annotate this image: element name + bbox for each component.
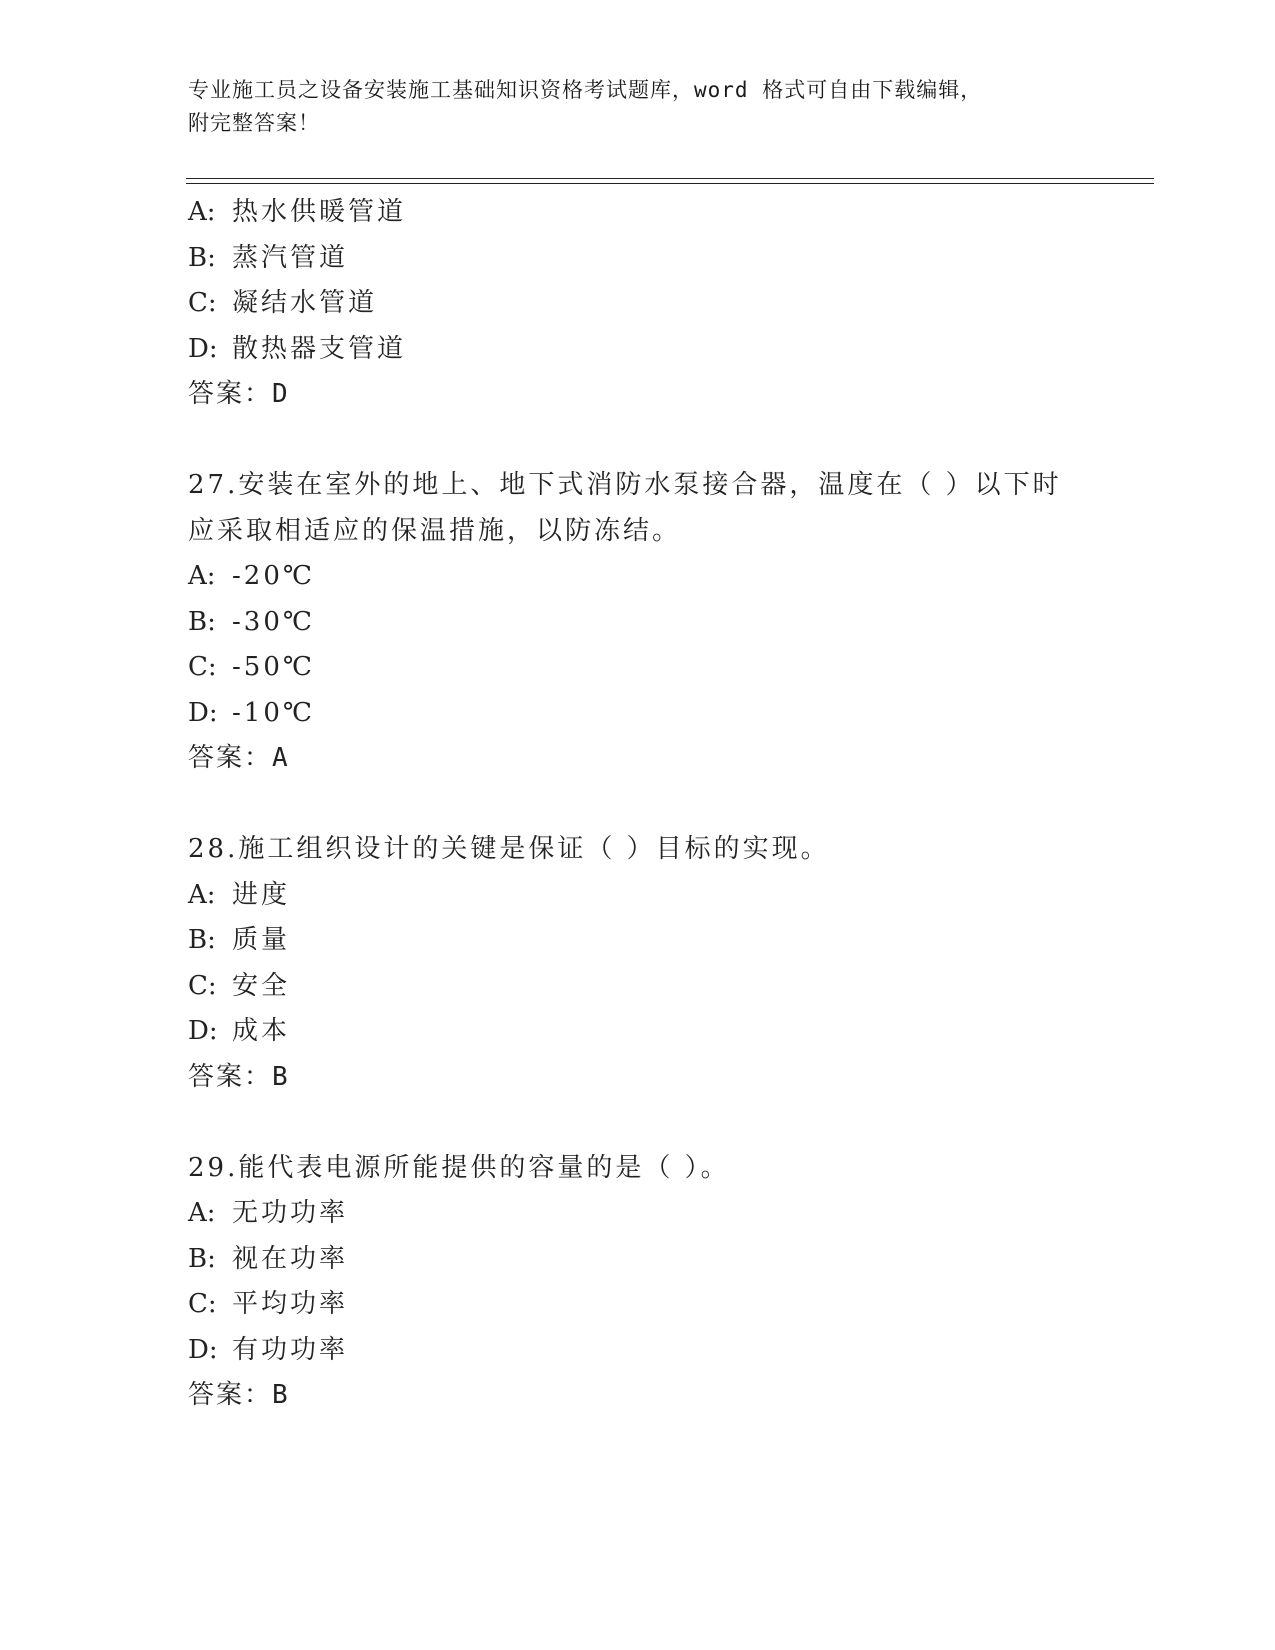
answer-line [188, 736, 1088, 782]
answer-value: B [272, 1380, 290, 1410]
option-letter: C: [188, 652, 217, 682]
answer-label: 答案： [188, 1380, 273, 1410]
option-text: 蒸汽管道 [232, 242, 349, 273]
option-b [188, 600, 1088, 646]
option-letter: A: [188, 561, 216, 591]
option-text: 有功功率 [232, 1334, 349, 1365]
option-letter: B: [188, 606, 216, 637]
header-line-2: 附完整答案！ [188, 111, 320, 135]
option-a [188, 190, 1088, 236]
document-header [188, 74, 1088, 140]
question-stem: 27.安装在室外的地上、地下式消防水泵接合器，温度在（ ）以下时 [188, 470, 1062, 500]
option-letter: A: [188, 197, 216, 227]
option-d [188, 1328, 1088, 1374]
question-stem-continued: 应采取相适应的保温措施，以防冻结。 [188, 515, 682, 546]
question-28 [188, 827, 1088, 1100]
option-c [188, 645, 1088, 691]
header-divider-top [186, 178, 1154, 179]
option-letter: A: [188, 879, 216, 910]
header-line-1: 专业施工员之设备安装施工基础知识资格考试题库，word 格式可自由下载编辑， [188, 78, 983, 102]
question-stem: 29.能代表电源所能提供的容量的是（ ）。 [188, 1152, 730, 1183]
option-letter: B: [188, 1243, 216, 1274]
option-text: 凝结水管道 [232, 288, 378, 318]
answer-line [188, 372, 1088, 418]
answer-label: 答案： [188, 379, 273, 409]
option-letter: C: [188, 288, 217, 318]
answer-line [188, 1373, 1088, 1419]
option-c [188, 281, 1088, 327]
option-d [188, 327, 1088, 373]
question-spacer [188, 418, 1088, 464]
option-letter: C: [188, 970, 217, 1001]
option-d [188, 1009, 1088, 1055]
option-c [188, 964, 1088, 1010]
option-d [188, 691, 1088, 737]
option-text: -10℃ [232, 697, 315, 728]
option-text: 成本 [232, 1016, 291, 1046]
option-c [188, 1282, 1088, 1328]
header-divider-bottom [186, 183, 1154, 184]
answer-value: A [272, 743, 290, 773]
option-letter: C: [188, 1289, 217, 1319]
option-text: -20℃ [232, 561, 315, 591]
option-text: 安全 [232, 970, 291, 1001]
question-stem: 28.施工组织设计的关键是保证（ ）目标的实现。 [188, 834, 830, 864]
option-letter: D: [188, 333, 218, 364]
option-b [188, 918, 1088, 964]
answer-label: 答案： [188, 743, 273, 773]
question-spacer [188, 1100, 1088, 1146]
answer-label: 答案： [188, 1061, 273, 1092]
option-text: 进度 [232, 879, 291, 910]
question-27 [188, 463, 1088, 782]
option-a [188, 873, 1088, 919]
option-text: 热水供暖管道 [232, 197, 407, 227]
option-letter: D: [188, 1016, 218, 1046]
option-b [188, 1237, 1088, 1283]
question-list [188, 190, 1088, 1419]
question-26 [188, 190, 1088, 418]
option-b [188, 236, 1088, 282]
option-a [188, 1191, 1088, 1237]
answer-value: B [272, 1061, 290, 1092]
option-letter: B: [188, 242, 216, 273]
option-letter: B: [188, 925, 216, 955]
option-text: 散热器支管道 [232, 333, 407, 364]
answer-line [188, 1055, 1088, 1101]
option-text: 平均功率 [232, 1289, 349, 1319]
option-text: 视在功率 [232, 1243, 349, 1274]
option-letter: D: [188, 697, 218, 728]
option-text: 无功功率 [232, 1198, 349, 1228]
answer-value: D [272, 379, 290, 409]
option-text: 质量 [232, 925, 291, 955]
option-a [188, 554, 1088, 600]
option-letter: D: [188, 1334, 218, 1365]
option-letter: A: [188, 1198, 216, 1228]
option-text: -50℃ [232, 652, 315, 682]
option-text: -30℃ [232, 606, 315, 637]
question-spacer [188, 782, 1088, 828]
question-29 [188, 1146, 1088, 1419]
